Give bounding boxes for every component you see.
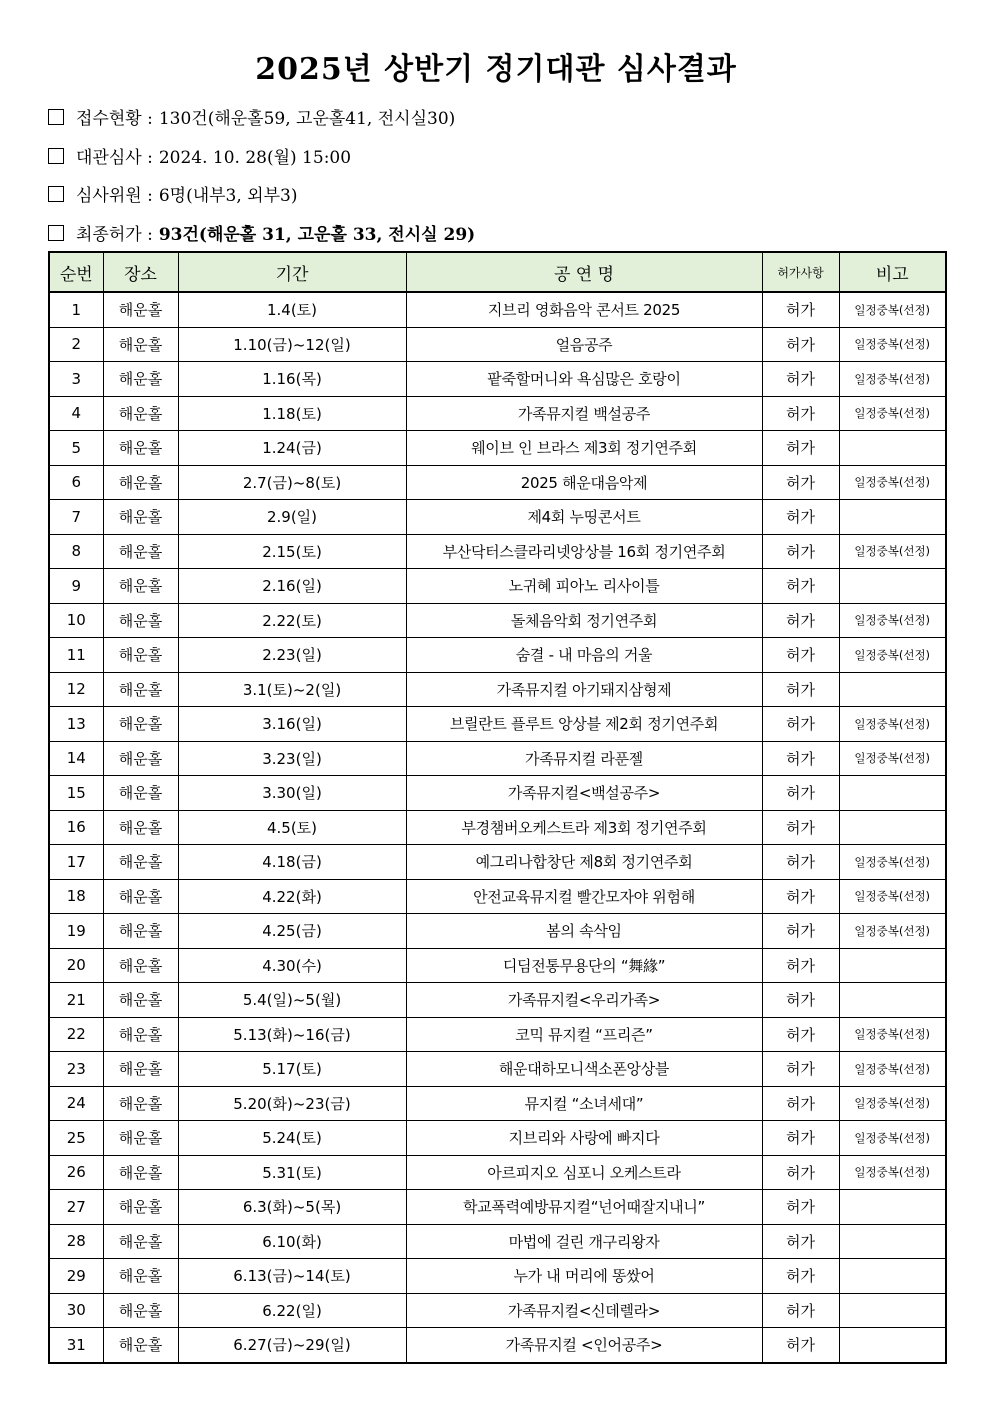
cell-permission: 허가 bbox=[762, 672, 839, 707]
checkbox-icon bbox=[48, 148, 64, 164]
summary-list bbox=[48, 106, 948, 260]
table-row bbox=[49, 1155, 946, 1190]
cell-performance: 가족뮤지컬 아기돼지삼형제 bbox=[406, 672, 762, 707]
cell-performance: 아르피지오 심포니 오케스트라 bbox=[406, 1155, 762, 1190]
cell-permission: 허가 bbox=[762, 1155, 839, 1190]
cell-performance: 누가 내 머리에 똥쌌어 bbox=[406, 1259, 762, 1294]
cell-permission: 허가 bbox=[762, 914, 839, 949]
checkbox-icon bbox=[48, 109, 64, 125]
cell-no: 7 bbox=[49, 500, 103, 535]
summary-item bbox=[48, 145, 948, 184]
cell-period: 1.4(토) bbox=[178, 292, 406, 327]
cell-performance: 학교폭력예방뮤지컬“넌어때잘지내니” bbox=[406, 1190, 762, 1225]
cell-no: 30 bbox=[49, 1293, 103, 1328]
cell-performance: 디딤전통무용단의 “舞緣” bbox=[406, 948, 762, 983]
header-period: 기간 bbox=[178, 252, 406, 292]
table-row bbox=[49, 1121, 946, 1156]
table-row bbox=[49, 569, 946, 604]
cell-permission: 허가 bbox=[762, 1259, 839, 1294]
cell-performance: 가족뮤지컬 <인어공주> bbox=[406, 1328, 762, 1363]
cell-period: 4.22(화) bbox=[178, 879, 406, 914]
cell-remark bbox=[839, 810, 946, 845]
cell-remark: 일정중복(선정) bbox=[839, 638, 946, 673]
cell-permission: 허가 bbox=[762, 292, 839, 327]
cell-performance: 해운대하모니색소폰앙상블 bbox=[406, 1052, 762, 1087]
table-row bbox=[49, 845, 946, 880]
cell-no: 6 bbox=[49, 465, 103, 500]
cell-period: 5.13(화)~16(금) bbox=[178, 1017, 406, 1052]
table-row bbox=[49, 914, 946, 949]
cell-permission: 허가 bbox=[762, 431, 839, 466]
cell-period: 2.7(금)~8(토) bbox=[178, 465, 406, 500]
cell-venue: 해운홀 bbox=[103, 638, 178, 673]
cell-venue: 해운홀 bbox=[103, 1086, 178, 1121]
cell-no: 1 bbox=[49, 292, 103, 327]
cell-performance: 돌체음악회 정기연주회 bbox=[406, 603, 762, 638]
cell-permission: 허가 bbox=[762, 1328, 839, 1363]
cell-venue: 해운홀 bbox=[103, 776, 178, 811]
cell-no: 16 bbox=[49, 810, 103, 845]
cell-performance: 숨결 - 내 마음의 거울 bbox=[406, 638, 762, 673]
cell-venue: 해운홀 bbox=[103, 1121, 178, 1156]
cell-no: 25 bbox=[49, 1121, 103, 1156]
cell-venue: 해운홀 bbox=[103, 983, 178, 1018]
cell-no: 21 bbox=[49, 983, 103, 1018]
table-row bbox=[49, 327, 946, 362]
cell-permission: 허가 bbox=[762, 1086, 839, 1121]
cell-remark: 일정중복(선정) bbox=[839, 1052, 946, 1087]
cell-performance: 지브리와 사랑에 빠지다 bbox=[406, 1121, 762, 1156]
cell-performance: 가족뮤지컬 백설공주 bbox=[406, 396, 762, 431]
cell-venue: 해운홀 bbox=[103, 845, 178, 880]
summary-value: 6명(내부3, 외부3) bbox=[158, 186, 298, 206]
cell-remark bbox=[839, 431, 946, 466]
cell-venue: 해운홀 bbox=[103, 1052, 178, 1087]
cell-performance: 팥죽할머니와 욕심많은 호랑이 bbox=[406, 362, 762, 397]
cell-venue: 해운홀 bbox=[103, 603, 178, 638]
cell-venue: 해운홀 bbox=[103, 1155, 178, 1190]
cell-remark: 일정중복(선정) bbox=[839, 741, 946, 776]
summary-label: 최종허가 : bbox=[76, 224, 153, 245]
table-row bbox=[49, 810, 946, 845]
cell-no: 22 bbox=[49, 1017, 103, 1052]
cell-venue: 해운홀 bbox=[103, 1259, 178, 1294]
cell-remark bbox=[839, 948, 946, 983]
header-performance: 공 연 명 bbox=[406, 252, 762, 292]
summary-item bbox=[48, 183, 948, 222]
cell-no: 23 bbox=[49, 1052, 103, 1087]
cell-remark bbox=[839, 1224, 946, 1259]
cell-period: 2.15(토) bbox=[178, 534, 406, 569]
cell-period: 3.23(일) bbox=[178, 741, 406, 776]
table-row bbox=[49, 1052, 946, 1087]
cell-no: 11 bbox=[49, 638, 103, 673]
cell-period: 2.9(일) bbox=[178, 500, 406, 535]
summary-label: 접수현황 : bbox=[76, 109, 153, 129]
table-row bbox=[49, 672, 946, 707]
cell-performance: 웨이브 인 브라스 제3회 정기연주회 bbox=[406, 431, 762, 466]
cell-period: 2.22(토) bbox=[178, 603, 406, 638]
cell-venue: 해운홀 bbox=[103, 672, 178, 707]
cell-venue: 해운홀 bbox=[103, 292, 178, 327]
cell-period: 1.24(금) bbox=[178, 431, 406, 466]
cell-no: 27 bbox=[49, 1190, 103, 1225]
cell-period: 4.25(금) bbox=[178, 914, 406, 949]
cell-remark: 일정중복(선정) bbox=[839, 465, 946, 500]
cell-venue: 해운홀 bbox=[103, 1190, 178, 1225]
cell-permission: 허가 bbox=[762, 327, 839, 362]
cell-performance: 예그리나합창단 제8회 정기연주회 bbox=[406, 845, 762, 880]
cell-no: 20 bbox=[49, 948, 103, 983]
cell-period: 6.3(화)~5(목) bbox=[178, 1190, 406, 1225]
cell-no: 18 bbox=[49, 879, 103, 914]
cell-venue: 해운홀 bbox=[103, 327, 178, 362]
cell-period: 3.1(토)~2(일) bbox=[178, 672, 406, 707]
summary-label: 심사위원 : bbox=[76, 186, 153, 206]
cell-remark: 일정중복(선정) bbox=[839, 396, 946, 431]
cell-permission: 허가 bbox=[762, 534, 839, 569]
cell-venue: 해운홀 bbox=[103, 1224, 178, 1259]
cell-no: 26 bbox=[49, 1155, 103, 1190]
table-row bbox=[49, 1259, 946, 1294]
cell-period: 6.10(화) bbox=[178, 1224, 406, 1259]
cell-no: 10 bbox=[49, 603, 103, 638]
cell-permission: 허가 bbox=[762, 603, 839, 638]
cell-venue: 해운홀 bbox=[103, 810, 178, 845]
cell-venue: 해운홀 bbox=[103, 465, 178, 500]
cell-period: 2.23(일) bbox=[178, 638, 406, 673]
cell-remark: 일정중복(선정) bbox=[839, 914, 946, 949]
cell-remark: 일정중복(선정) bbox=[839, 292, 946, 327]
cell-period: 5.24(토) bbox=[178, 1121, 406, 1156]
header-remark: 비고 bbox=[839, 252, 946, 292]
table-row bbox=[49, 1190, 946, 1225]
cell-period: 1.10(금)~12(일) bbox=[178, 327, 406, 362]
cell-no: 24 bbox=[49, 1086, 103, 1121]
table-row bbox=[49, 741, 946, 776]
cell-period: 1.18(토) bbox=[178, 396, 406, 431]
cell-performance: 지브리 영화음악 콘서트 2025 bbox=[406, 292, 762, 327]
cell-period: 5.17(토) bbox=[178, 1052, 406, 1087]
cell-performance: 노귀혜 피아노 리사이틀 bbox=[406, 569, 762, 604]
cell-remark: 일정중복(선정) bbox=[839, 1086, 946, 1121]
table-header-row bbox=[49, 252, 946, 292]
cell-permission: 허가 bbox=[762, 1017, 839, 1052]
cell-permission: 허가 bbox=[762, 776, 839, 811]
cell-permission: 허가 bbox=[762, 465, 839, 500]
cell-remark bbox=[839, 672, 946, 707]
cell-remark bbox=[839, 569, 946, 604]
cell-no: 17 bbox=[49, 845, 103, 880]
cell-period: 3.30(일) bbox=[178, 776, 406, 811]
summary-value: 93건(해운홀 31, 고운홀 33, 전시실 29) bbox=[158, 224, 476, 245]
cell-no: 19 bbox=[49, 914, 103, 949]
cell-remark bbox=[839, 500, 946, 535]
cell-no: 29 bbox=[49, 1259, 103, 1294]
header-permission: 허가사항 bbox=[762, 252, 839, 292]
cell-permission: 허가 bbox=[762, 500, 839, 535]
page-title: 2025년 상반기 정기대관 심사결과 bbox=[255, 52, 737, 87]
cell-venue: 해운홀 bbox=[103, 707, 178, 742]
cell-remark: 일정중복(선정) bbox=[839, 1155, 946, 1190]
cell-permission: 허가 bbox=[762, 845, 839, 880]
cell-performance: 가족뮤지컬 라푼젤 bbox=[406, 741, 762, 776]
cell-no: 12 bbox=[49, 672, 103, 707]
cell-remark: 일정중복(선정) bbox=[839, 603, 946, 638]
table-row bbox=[49, 1224, 946, 1259]
summary-label: 대관심사 : bbox=[76, 147, 153, 168]
table-body bbox=[49, 292, 946, 1363]
table-row bbox=[49, 1017, 946, 1052]
cell-period: 5.31(토) bbox=[178, 1155, 406, 1190]
cell-permission: 허가 bbox=[762, 396, 839, 431]
cell-remark: 일정중복(선정) bbox=[839, 879, 946, 914]
cell-permission: 허가 bbox=[762, 1052, 839, 1087]
header-no: 순번 bbox=[49, 252, 103, 292]
cell-remark: 일정중복(선정) bbox=[839, 845, 946, 880]
table-row bbox=[49, 362, 946, 397]
cell-permission: 허가 bbox=[762, 983, 839, 1018]
cell-venue: 해운홀 bbox=[103, 741, 178, 776]
cell-period: 1.16(목) bbox=[178, 362, 406, 397]
header-venue: 장소 bbox=[103, 252, 178, 292]
cell-remark: 일정중복(선정) bbox=[839, 534, 946, 569]
summary-item bbox=[48, 106, 948, 145]
cell-permission: 허가 bbox=[762, 1293, 839, 1328]
table-row bbox=[49, 396, 946, 431]
cell-period: 5.4(일)~5(월) bbox=[178, 983, 406, 1018]
cell-period: 3.16(일) bbox=[178, 707, 406, 742]
cell-venue: 해운홀 bbox=[103, 569, 178, 604]
cell-no: 14 bbox=[49, 741, 103, 776]
cell-performance: 브릴란트 플루트 앙상블 제2회 정기연주회 bbox=[406, 707, 762, 742]
cell-period: 2.16(일) bbox=[178, 569, 406, 604]
cell-permission: 허가 bbox=[762, 1224, 839, 1259]
cell-venue: 해운홀 bbox=[103, 948, 178, 983]
table-row bbox=[49, 1293, 946, 1328]
table-row bbox=[49, 638, 946, 673]
cell-period: 6.22(일) bbox=[178, 1293, 406, 1328]
cell-period: 4.30(수) bbox=[178, 948, 406, 983]
cell-performance: 2025 해운대음악제 bbox=[406, 465, 762, 500]
cell-period: 6.27(금)~29(일) bbox=[178, 1328, 406, 1363]
cell-remark: 일정중복(선정) bbox=[839, 1121, 946, 1156]
cell-period: 6.13(금)~14(토) bbox=[178, 1259, 406, 1294]
cell-no: 28 bbox=[49, 1224, 103, 1259]
table-row bbox=[49, 948, 946, 983]
cell-performance: 마법에 걸린 개구리왕자 bbox=[406, 1224, 762, 1259]
cell-venue: 해운홀 bbox=[103, 534, 178, 569]
cell-no: 3 bbox=[49, 362, 103, 397]
table-row bbox=[49, 1086, 946, 1121]
cell-no: 4 bbox=[49, 396, 103, 431]
cell-remark bbox=[839, 1328, 946, 1363]
cell-no: 31 bbox=[49, 1328, 103, 1363]
cell-remark: 일정중복(선정) bbox=[839, 707, 946, 742]
cell-permission: 허가 bbox=[762, 638, 839, 673]
cell-no: 2 bbox=[49, 327, 103, 362]
checkbox-icon bbox=[48, 186, 64, 202]
cell-no: 8 bbox=[49, 534, 103, 569]
cell-no: 13 bbox=[49, 707, 103, 742]
cell-remark bbox=[839, 1259, 946, 1294]
cell-permission: 허가 bbox=[762, 707, 839, 742]
cell-permission: 허가 bbox=[762, 1121, 839, 1156]
cell-permission: 허가 bbox=[762, 569, 839, 604]
cell-permission: 허가 bbox=[762, 879, 839, 914]
cell-venue: 해운홀 bbox=[103, 1328, 178, 1363]
cell-no: 15 bbox=[49, 776, 103, 811]
cell-performance: 부경챔버오케스트라 제3회 정기연주회 bbox=[406, 810, 762, 845]
cell-permission: 허가 bbox=[762, 948, 839, 983]
cell-performance: 봄의 속삭임 bbox=[406, 914, 762, 949]
checkbox-icon bbox=[48, 225, 64, 241]
cell-venue: 해운홀 bbox=[103, 500, 178, 535]
table-row bbox=[49, 431, 946, 466]
cell-venue: 해운홀 bbox=[103, 431, 178, 466]
cell-performance: 제4회 누띵콘서트 bbox=[406, 500, 762, 535]
cell-period: 4.18(금) bbox=[178, 845, 406, 880]
cell-venue: 해운홀 bbox=[103, 914, 178, 949]
cell-permission: 허가 bbox=[762, 810, 839, 845]
cell-remark bbox=[839, 1190, 946, 1225]
cell-remark bbox=[839, 983, 946, 1018]
table-row bbox=[49, 776, 946, 811]
table-row bbox=[49, 292, 946, 327]
cell-period: 5.20(화)~23(금) bbox=[178, 1086, 406, 1121]
cell-performance: 뮤지컬 “소녀세대” bbox=[406, 1086, 762, 1121]
cell-performance: 안전교육뮤지컬 빨간모자야 위험해 bbox=[406, 879, 762, 914]
table-row bbox=[49, 465, 946, 500]
table-row bbox=[49, 534, 946, 569]
cell-performance: 가족뮤지컬<우리가족> bbox=[406, 983, 762, 1018]
cell-performance: 얼음공주 bbox=[406, 327, 762, 362]
summary-value: 2024. 10. 28(월) 15:00 bbox=[158, 147, 352, 168]
cell-permission: 허가 bbox=[762, 741, 839, 776]
cell-performance: 가족뮤지컬<신데렐라> bbox=[406, 1293, 762, 1328]
cell-remark: 일정중복(선정) bbox=[839, 362, 946, 397]
cell-performance: 코믹 뮤지컬 “프리즌” bbox=[406, 1017, 762, 1052]
cell-remark bbox=[839, 776, 946, 811]
cell-venue: 해운홀 bbox=[103, 879, 178, 914]
table-row bbox=[49, 707, 946, 742]
table-row bbox=[49, 983, 946, 1018]
cell-venue: 해운홀 bbox=[103, 1017, 178, 1052]
cell-permission: 허가 bbox=[762, 362, 839, 397]
table-row bbox=[49, 603, 946, 638]
cell-remark bbox=[839, 1293, 946, 1328]
cell-performance: 부산닥터스클라리넷앙상블 16회 정기연주회 bbox=[406, 534, 762, 569]
cell-venue: 해운홀 bbox=[103, 362, 178, 397]
results-table bbox=[48, 251, 947, 1364]
cell-venue: 해운홀 bbox=[103, 396, 178, 431]
cell-period: 4.5(토) bbox=[178, 810, 406, 845]
cell-no: 5 bbox=[49, 431, 103, 466]
cell-no: 9 bbox=[49, 569, 103, 604]
table-row bbox=[49, 879, 946, 914]
summary-value: 130건(해운홀59, 고운홀41, 전시실30) bbox=[158, 109, 456, 129]
cell-remark: 일정중복(선정) bbox=[839, 327, 946, 362]
cell-performance: 가족뮤지컬<백설공주> bbox=[406, 776, 762, 811]
table-row bbox=[49, 1328, 946, 1363]
table-row bbox=[49, 500, 946, 535]
cell-permission: 허가 bbox=[762, 1190, 839, 1225]
cell-remark: 일정중복(선정) bbox=[839, 1017, 946, 1052]
cell-venue: 해운홀 bbox=[103, 1293, 178, 1328]
